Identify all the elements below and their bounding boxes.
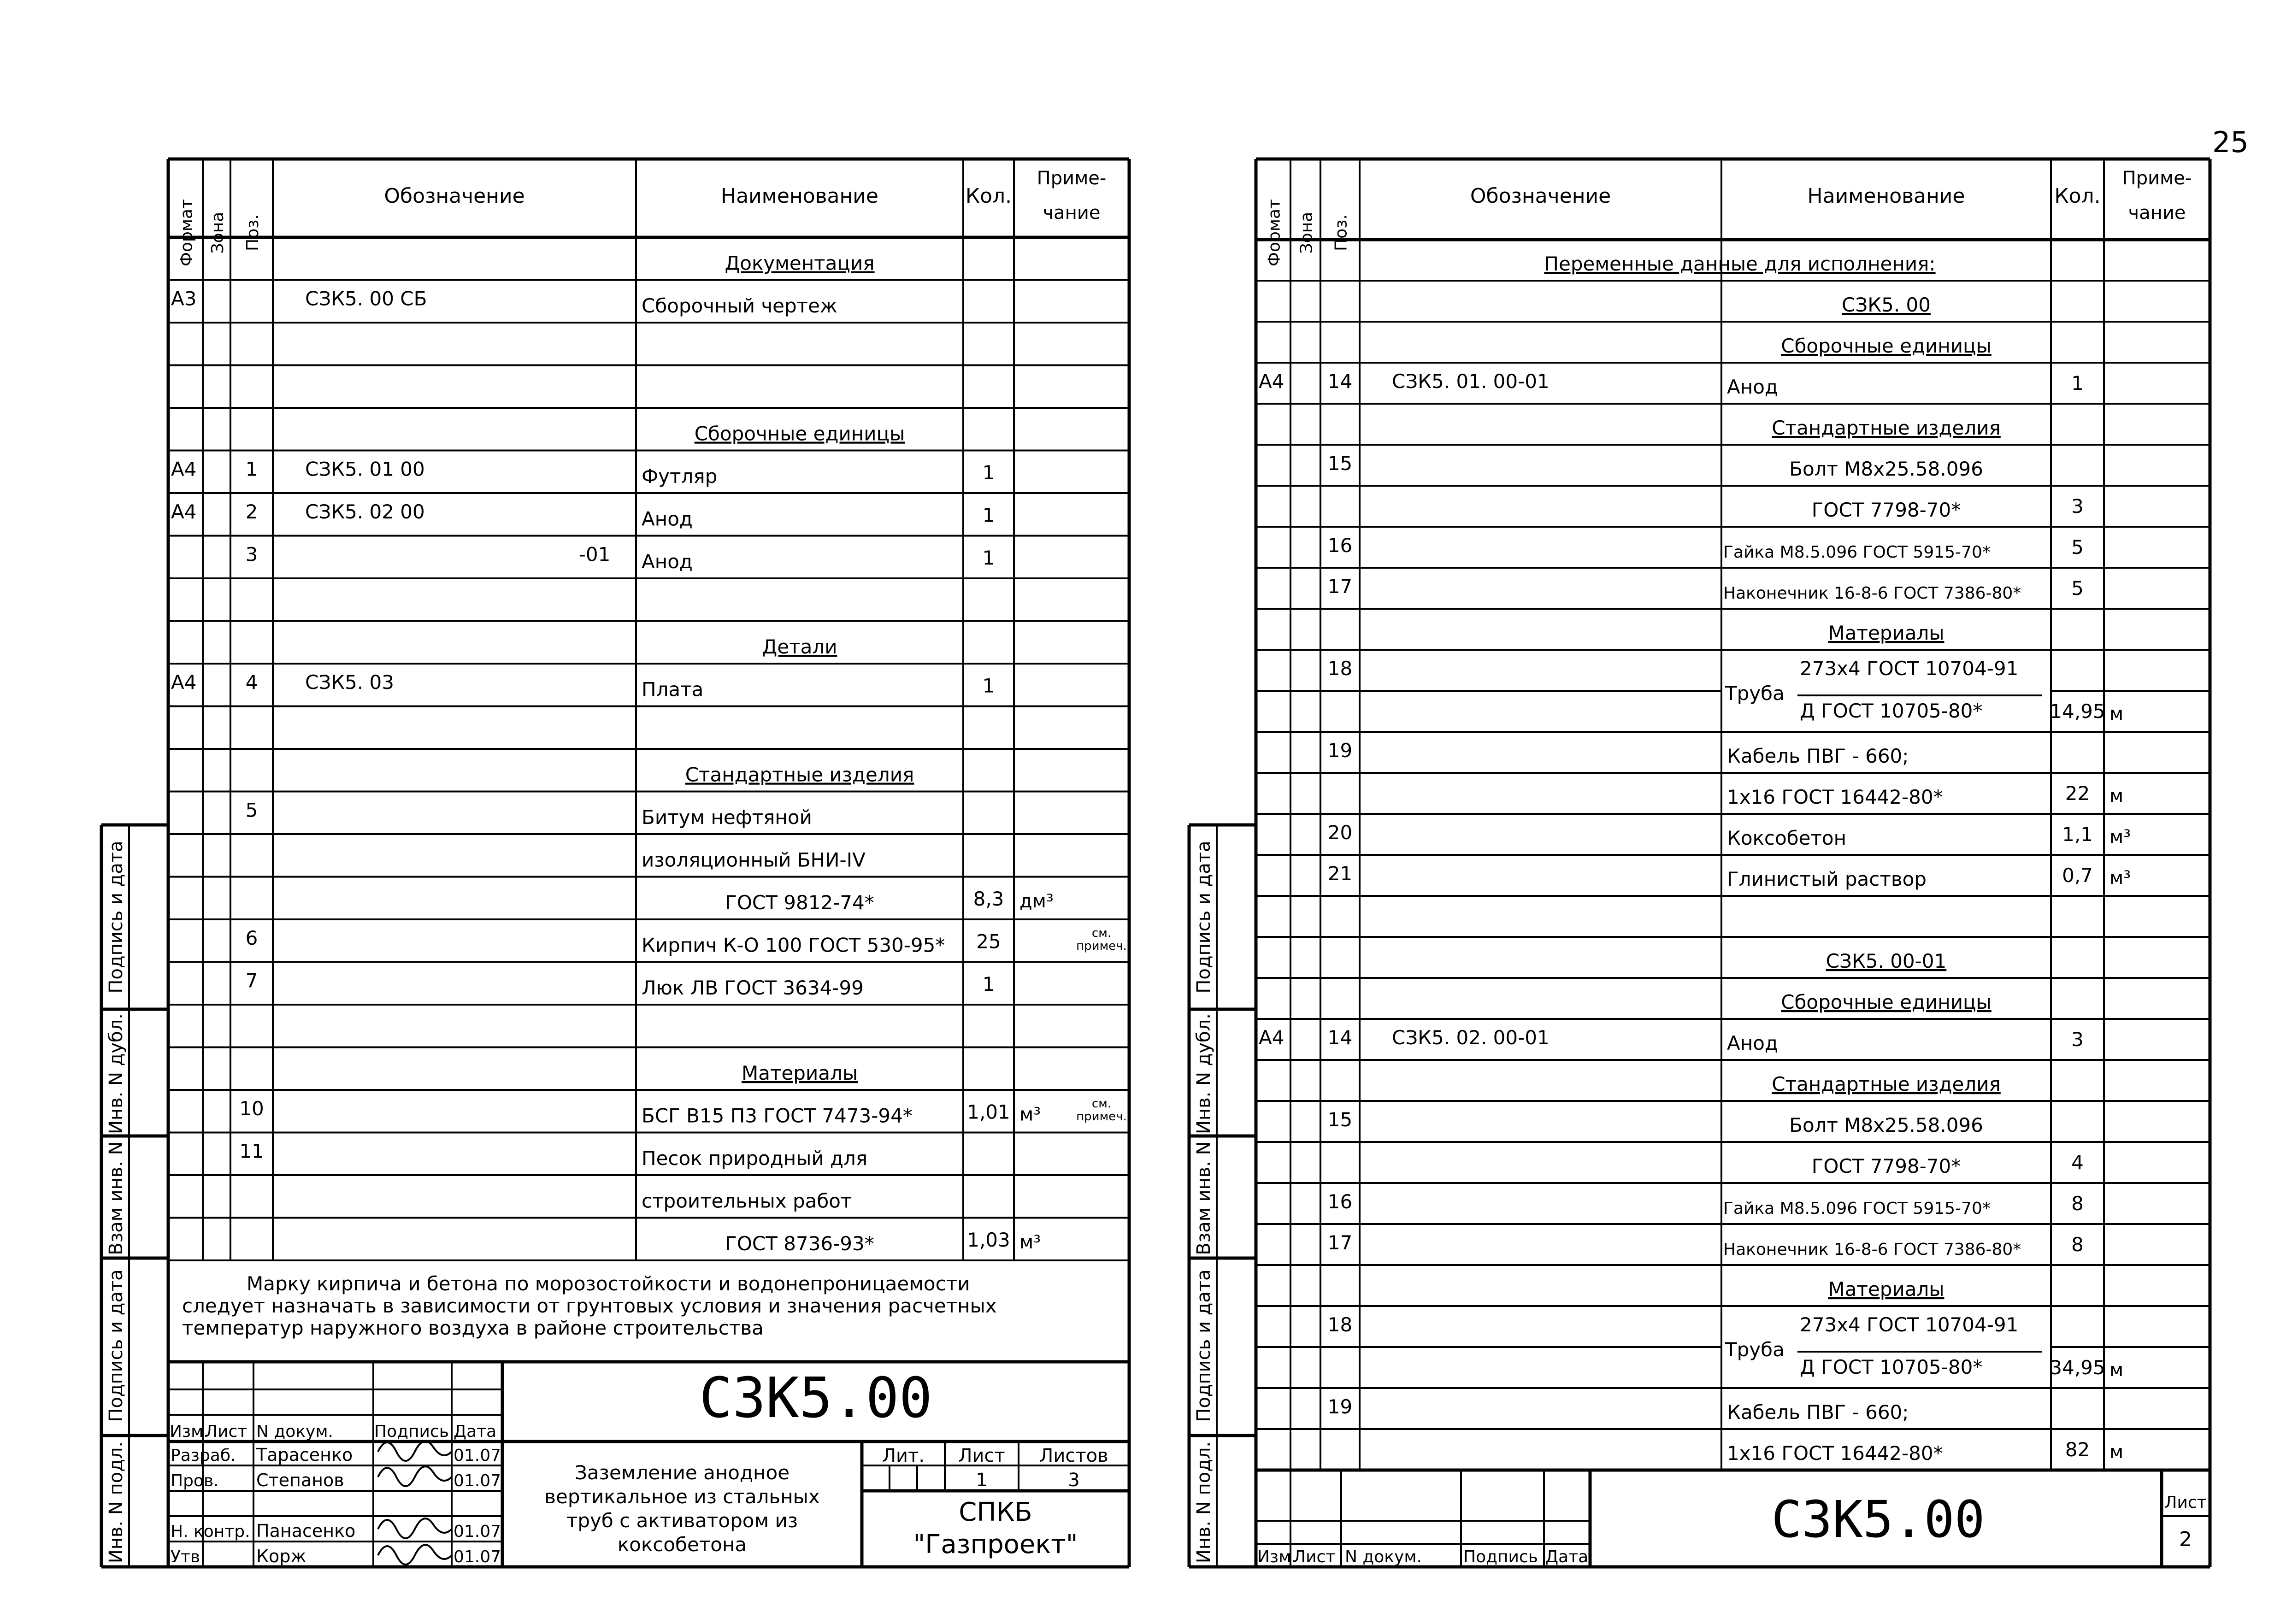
stamp-col-header: Лист [1293, 1548, 1336, 1566]
cell-pos: 19 [1327, 739, 1353, 762]
stamp-person: Степанов [256, 1470, 344, 1490]
cell-name: строительных работ [642, 1189, 852, 1212]
note-text: температур наружного воздуха в районе строительства [182, 1317, 764, 1339]
cell-name: ГОСТ 9812-74* [725, 891, 874, 914]
cell-designation: -01 [578, 543, 611, 566]
org-name: СПКБ [959, 1497, 1032, 1527]
cell-name: Наконечник 16-8-6 ГОСТ 7386-80* [1723, 584, 2021, 603]
cell-name: Гайка М8.5.096 ГОСТ 5915-70* [1723, 1199, 1991, 1218]
section-heading: Материалы [1828, 622, 1944, 644]
cell-note: м [2109, 703, 2124, 724]
stamp-role: Пров. [171, 1471, 219, 1490]
drawing-title: вертикальное из стальных [544, 1485, 820, 1508]
cell-qty: 4 [2071, 1151, 2084, 1174]
cell-pos: 3 [245, 543, 258, 566]
header-name: Наименование [721, 184, 878, 208]
stamp-person: Тарасенко [256, 1445, 353, 1465]
stamp-date: 01.07 [454, 1522, 501, 1541]
cell-pos: 2 [245, 500, 258, 523]
header-zone: Зона [1297, 212, 1316, 254]
header-format: Формат [177, 199, 196, 267]
cell-format: А4 [1259, 1026, 1284, 1049]
cell-name: Анод [1727, 376, 1778, 398]
section-heading: СЗК5. 00-01 [1826, 950, 1947, 972]
cell-note: м [2109, 785, 2124, 806]
drawing-title: коксобетона [617, 1533, 747, 1556]
cell-designation: СЗК5. 01. 00-01 [1392, 370, 1550, 393]
side-stamp-label: Подпись и дата [106, 841, 127, 994]
cell-qty: 0,7 [2062, 864, 2093, 887]
cell-pos: 7 [245, 969, 258, 992]
drawing-code: СЗК5.00 [1771, 1490, 1985, 1549]
stamp-col-header: Подпись [1463, 1548, 1538, 1566]
side-stamp-label: Инв. N дубл. [1193, 1013, 1214, 1134]
stamp-col-header: Лист [205, 1422, 247, 1441]
cell-qty: 3 [2071, 495, 2084, 518]
cell-format: А3 [171, 287, 197, 310]
cell-pos: 19 [1327, 1395, 1353, 1418]
cell-qty: 5 [2071, 536, 2084, 559]
header-designation: Обозначение [384, 184, 525, 208]
cell-name: Кабель ПВГ - 660; [1727, 1401, 1909, 1424]
cell-qty: 5 [2071, 577, 2084, 600]
stamp-role: Разраб. [171, 1446, 236, 1465]
cell-pos: 4 [245, 671, 258, 694]
stamp-role: Утв. [171, 1548, 206, 1566]
stamp-sheets-label: Листов [1039, 1445, 1108, 1466]
side-stamp-label: Взам инв. N [1193, 1141, 1214, 1255]
cell-name: ГОСТ 7798-70* [1811, 1155, 1961, 1177]
cell-qty: 8,3 [973, 888, 1004, 910]
cell-name: Битум нефтяной [642, 806, 812, 829]
cell-designation: СЗК5. 02. 00-01 [1392, 1026, 1550, 1049]
cell-name: 1х16 ГОСТ 16442-80* [1727, 1442, 1943, 1465]
cell-note: м [2109, 1359, 2124, 1381]
cell-format: А4 [171, 500, 197, 523]
cell-designation: СЗК5. 03 [305, 671, 394, 694]
drawing-title: Заземление анодное [574, 1461, 790, 1484]
cell-name: Труба [1725, 682, 1785, 705]
header-zone: Зона [208, 212, 227, 254]
org-name: "Газпроект" [913, 1530, 1078, 1559]
stamp-col-header: N докум. [256, 1422, 333, 1441]
stamp-date: 01.07 [454, 1548, 501, 1566]
cell-note: м³ [2109, 826, 2131, 847]
cell-name: Люк ЛВ ГОСТ 3634-99 [642, 977, 864, 999]
cell-note: примеч. [1076, 939, 1127, 953]
cell-qty: 34,95 [2050, 1356, 2105, 1379]
stamp-sheet-value: 1 [976, 1470, 988, 1491]
cell-name: Кабель ПВГ - 660; [1727, 745, 1909, 767]
stamp-col-header: Изм. [170, 1422, 209, 1441]
cell-qty: 82 [2065, 1438, 2090, 1461]
cell-qty: 1,03 [967, 1229, 1010, 1251]
cell-name: 273х4 ГОСТ 10704-91 [1800, 1313, 2019, 1336]
stamp-sheets-value: 3 [1068, 1470, 1080, 1491]
cell-name: 273х4 ГОСТ 10704-91 [1800, 657, 2019, 680]
cell-note: м [2109, 1442, 2124, 1463]
side-stamp-label: Инв. N подл. [106, 1441, 127, 1564]
cell-qty: 1 [2071, 372, 2084, 394]
cell-note: см. [1091, 1097, 1112, 1111]
section-heading: Детали [762, 635, 837, 658]
stamp-lit-label: Лит. [882, 1445, 925, 1466]
cell-qty: 1 [982, 504, 995, 527]
side-stamp-label: Подпись и дата [1193, 1269, 1214, 1422]
cell-qty: 25 [976, 930, 1001, 953]
cell-note: м³ [1019, 1232, 1041, 1253]
note-text: следует назначать в зависимости от грунтовых условия и значения расчетных [182, 1294, 997, 1317]
section-heading: Сборочные единицы [694, 422, 905, 445]
header-format: Формат [1265, 199, 1284, 267]
section-heading: Материалы [1828, 1278, 1944, 1300]
section-heading: Документация [725, 252, 875, 275]
cell-note: см. [1091, 926, 1112, 940]
cell-pos: 11 [239, 1140, 264, 1163]
header-qty: Кол. [2054, 184, 2101, 208]
cell-pos: 20 [1327, 821, 1353, 844]
signature [378, 1518, 452, 1538]
side-stamp-label: Инв. N дубл. [106, 1013, 127, 1134]
cell-name: Сборочный чертеж [642, 294, 837, 317]
cell-qty: 14,95 [2050, 700, 2105, 723]
cell-pos: 5 [245, 799, 258, 822]
cell-pos: 1 [245, 458, 258, 481]
cell-name: 1х16 ГОСТ 16442-80* [1727, 786, 1943, 808]
cell-name: изоляционный БНИ-IV [642, 848, 866, 871]
cell-name: Кирпич К-О 100 ГОСТ 530-95* [642, 934, 945, 957]
cell-note: примеч. [1076, 1110, 1127, 1124]
side-stamp-label: Подпись и дата [106, 1269, 127, 1422]
header-note: чание [2128, 202, 2186, 224]
section-heading: Стандартные изделия [1772, 417, 2001, 439]
stamp-date: 01.07 [454, 1446, 501, 1465]
header-pos: Поз. [1332, 214, 1351, 251]
cell-qty: 1,1 [2062, 823, 2093, 846]
cell-qty: 1,01 [967, 1100, 1010, 1124]
page-number: 25 [2212, 125, 2249, 159]
cell-name: Болт М8х25.58.096 [1789, 458, 1983, 480]
header-pos: Поз. [243, 214, 262, 251]
cell-name: Труба [1725, 1338, 1785, 1361]
cell-qty: 1 [982, 973, 995, 995]
cell-name: Футляр [642, 465, 718, 488]
cell-pos: 16 [1327, 1190, 1353, 1213]
cell-name: Гайка М8.5.096 ГОСТ 5915-70* [1723, 543, 1991, 562]
cell-name: Наконечник 16-8-6 ГОСТ 7386-80* [1723, 1240, 2021, 1259]
section-heading: Сборочные единицы [1781, 991, 1992, 1013]
header-note: чание [1043, 202, 1101, 224]
signature [378, 1545, 452, 1565]
cell-qty: 1 [982, 461, 995, 484]
cell-pos: 18 [1327, 657, 1353, 680]
cell-designation: СЗК5. 02 00 [305, 500, 425, 523]
cell-note: м³ [1019, 1104, 1041, 1125]
cell-pos: 14 [1327, 370, 1353, 393]
cell-pos: 21 [1327, 862, 1353, 885]
cell-pos: 10 [239, 1097, 264, 1120]
side-stamp-label: Взам инв. N [106, 1141, 127, 1255]
side-stamp-label: Инв. N подл. [1193, 1441, 1214, 1564]
cell-format: А4 [1259, 370, 1284, 393]
cell-designation: СЗК5. 00 СБ [305, 287, 427, 310]
signature [378, 1441, 452, 1461]
cell-name: БСГ В15 П3 ГОСТ 7473-94* [642, 1104, 913, 1127]
cell-qty: 8 [2071, 1192, 2084, 1215]
header-note: Приме- [2122, 168, 2192, 189]
cell-pos: 17 [1327, 575, 1353, 598]
cell-name: Плата [642, 678, 704, 701]
cell-note: дм³ [1019, 891, 1054, 912]
cell-qty: 3 [2071, 1028, 2084, 1051]
cell-pos: 6 [245, 927, 258, 949]
cell-name: Глинистый раствор [1727, 868, 1927, 890]
cell-note: м³ [2109, 867, 2131, 888]
stamp-person: Корж [256, 1546, 306, 1566]
cell-name: Д ГОСТ 10705-80* [1800, 700, 1983, 722]
cell-name: ГОСТ 7798-70* [1811, 499, 1961, 521]
cell-qty: 1 [982, 547, 995, 569]
stamp-sheet-label: Лист [2164, 1493, 2207, 1512]
section-heading: Материалы [742, 1062, 858, 1084]
cell-name: Анод [642, 507, 693, 530]
cell-name: Анод [642, 550, 693, 573]
cell-qty: 22 [2065, 782, 2090, 805]
cell-qty: 1 [982, 674, 995, 697]
side-stamp-label: Подпись и дата [1193, 841, 1214, 994]
section-heading: Стандартные изделия [1772, 1073, 2001, 1095]
stamp-col-header: Дата [1545, 1548, 1589, 1566]
cell-name: Д ГОСТ 10705-80* [1800, 1356, 1983, 1378]
stamp-role: Н. контр. [171, 1522, 250, 1541]
header-name: Наименование [1807, 184, 1965, 208]
cell-pos: 18 [1327, 1313, 1353, 1336]
header-qty: Кол. [965, 184, 1012, 208]
note-text: Марку кирпича и бетона по морозостойкости и водонепроницаемости [247, 1272, 970, 1295]
cell-pos: 17 [1327, 1231, 1353, 1254]
header-designation: Обозначение [1470, 184, 1611, 208]
cell-name: Анод [1727, 1032, 1778, 1054]
cell-name: Коксобетон [1727, 827, 1847, 849]
cell-pos: 16 [1327, 534, 1353, 557]
stamp-col-header: N докум. [1345, 1548, 1422, 1566]
cell-name: ГОСТ 8736-93* [725, 1232, 874, 1255]
cell-designation: СЗК5. 01 00 [305, 458, 425, 481]
cell-format: А4 [171, 671, 197, 694]
drawing-code: СЗК5.00 [699, 1366, 932, 1430]
drawing-title: труб с активатором из [566, 1509, 798, 1532]
signature [378, 1466, 452, 1486]
section-heading: Стандартные изделия [685, 763, 914, 786]
stamp-sheet-value: 2 [2179, 1528, 2192, 1551]
section-heading: Сборочные единицы [1781, 335, 1992, 357]
cell-qty: 8 [2071, 1233, 2084, 1256]
stamp-person: Панасенко [256, 1521, 356, 1541]
stamp-sheet-label: Лист [958, 1445, 1005, 1466]
cell-name: Песок природный для [642, 1147, 868, 1170]
stamp-col-header: Изм. [1257, 1548, 1296, 1566]
header-note: Приме- [1037, 168, 1107, 189]
section-heading: СЗК5. 00 [1842, 294, 1931, 316]
cell-pos: 15 [1327, 1108, 1353, 1131]
section-heading: Переменные данные для исполнения: [1544, 253, 1936, 275]
cell-pos: 14 [1327, 1026, 1353, 1049]
stamp-date: 01.07 [454, 1471, 501, 1490]
stamp-col-header: Подпись [374, 1422, 449, 1441]
cell-format: А4 [171, 458, 197, 481]
stamp-col-header: Дата [454, 1422, 497, 1441]
cell-name: Болт М8х25.58.096 [1789, 1114, 1983, 1136]
cell-pos: 15 [1327, 452, 1353, 475]
